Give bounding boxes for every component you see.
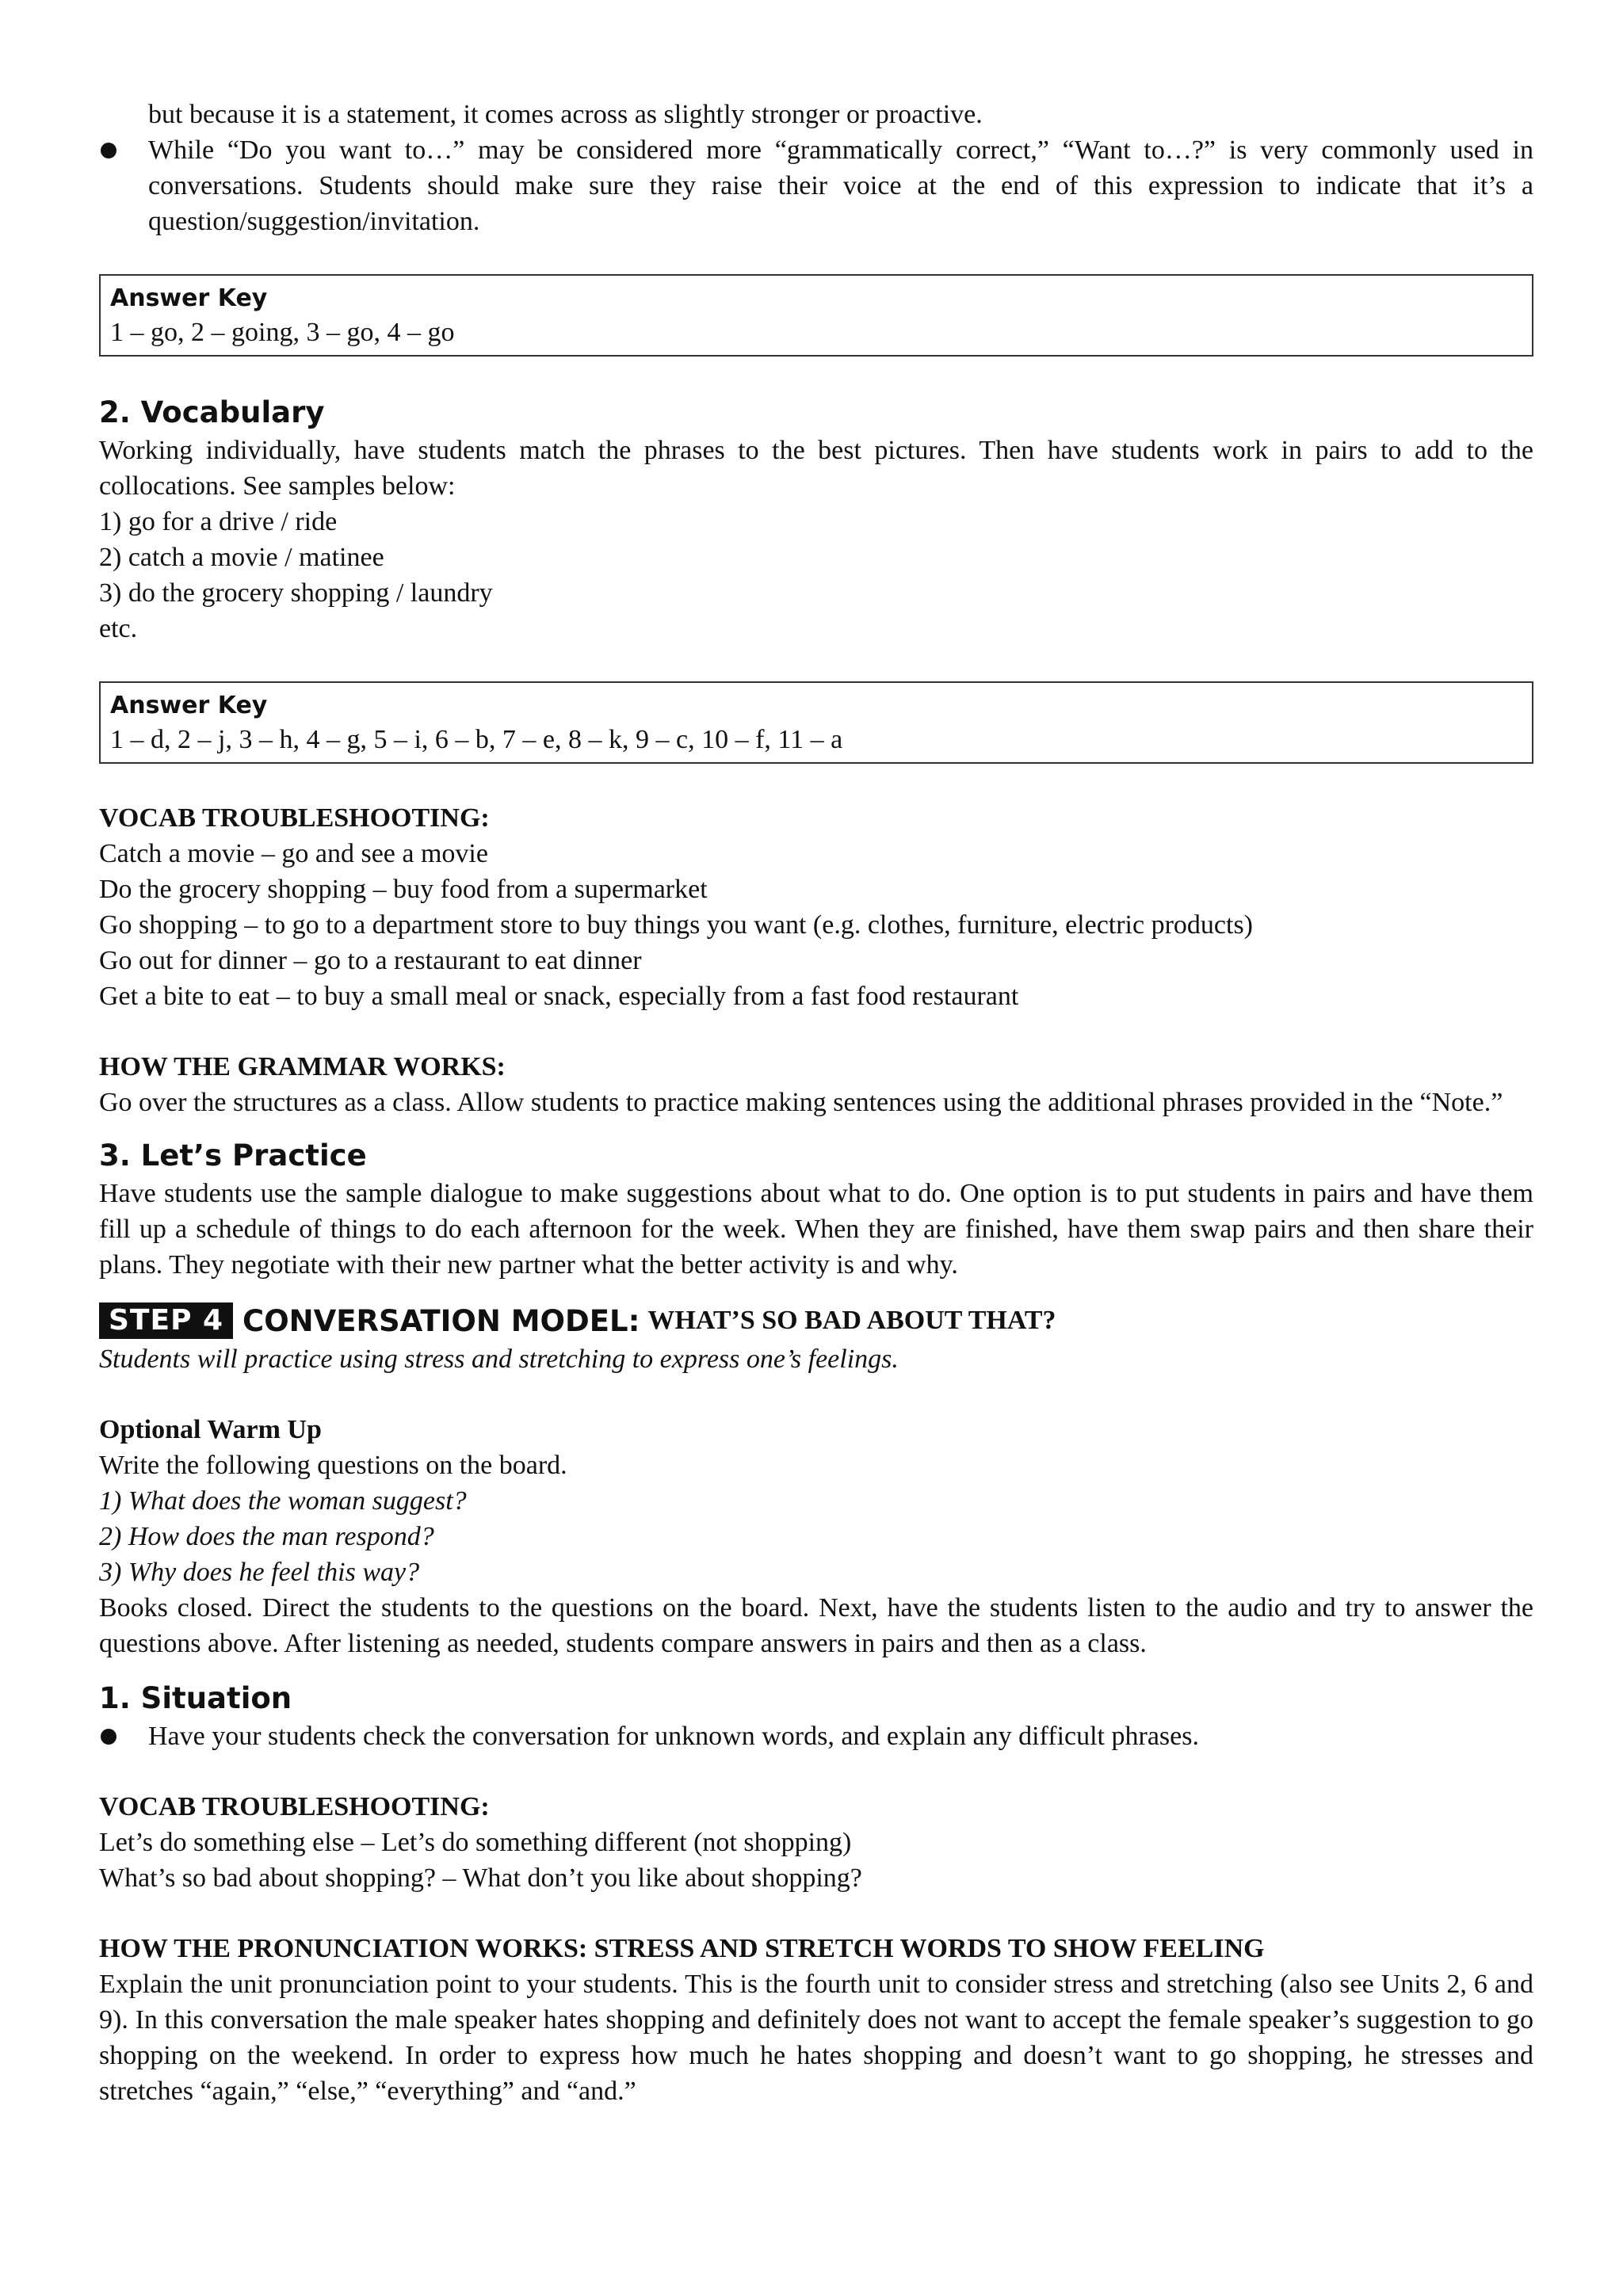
bullet-item [99, 1718, 1533, 1754]
bullet-list-situation [99, 1718, 1533, 1754]
vocab-item: Let’s do something else – Let’s do something different (not shopping) [99, 1828, 852, 1857]
warm-up-question: 2) How does the man respond? [99, 1522, 434, 1551]
vocabulary-sample: etc. [99, 614, 138, 643]
vocab-troubleshooting-heading: VOCAB TROUBLESHOOTING: [99, 803, 490, 833]
section-heading-vocabulary: 2. Vocabulary [99, 395, 325, 429]
step-header [99, 1300, 1533, 1341]
answer-key-text: 1 – go, 2 – going, 3 – go, 4 – go [110, 318, 455, 347]
grammar-heading: HOW THE GRAMMAR WORKS: [99, 1052, 506, 1081]
vocabulary-sample: 2) catch a movie / matinee [99, 543, 384, 572]
vocab-item: Do the grocery shopping – buy food from a supermarket [99, 875, 708, 904]
grammar-text: Go over the structures as a class. Allow students to practice making sentences using the additional phrases provided in the “Note.” [99, 1088, 1503, 1117]
answer-key-box-2 [99, 681, 1533, 764]
bullet-text: While “Do you want to…” may be considered more “grammatically correct,” “Want to…?” is very commonly used in conversations. Students should make sure they raise their voice at the end of this expression to indicate that it’s a question/suggestion/invitation. [148, 135, 1533, 236]
vocab-item: Get a bite to eat – to buy a small meal or snack, especially from a fast food restaurant [99, 982, 1019, 1011]
lets-practice-text: Have students use the sample dialogue to make suggestions about what to do. One option is to put students in pairs and have them fill up a schedule of things to do each afternoon for the week. When they are finished, have them swap pairs and then share their plans. They negotiate with their new partner what the better activity is and why. [99, 1179, 1533, 1280]
vocabulary-sample: 3) do the grocery shopping / laundry [99, 578, 493, 608]
page-content [99, 97, 1533, 2109]
vocab-item: Catch a movie – go and see a movie [99, 839, 488, 868]
vocab-item: Go shopping – to go to a department store to buy things you want (e.g. clothes, furniture, electric products) [99, 910, 1254, 940]
warm-up-heading: Optional Warm Up [99, 1415, 322, 1444]
vocabulary-sample: 1) go for a drive / ride [99, 507, 338, 536]
bullet-continuation: but because it is a statement, it comes across as slightly stronger or proactive. [148, 100, 983, 129]
warm-up-intro: Write the following questions on the board. [99, 1451, 567, 1480]
answer-key-title: Answer Key [110, 692, 268, 719]
warm-up-question: 3) Why does he feel this way? [99, 1558, 420, 1587]
answer-key-box-1 [99, 274, 1533, 357]
bullet-dot-icon [101, 143, 116, 158]
vocab-troubleshooting-heading: VOCAB TROUBLESHOOTING: [99, 1792, 490, 1821]
pronunciation-heading: HOW THE PRONUNCIATION WORKS: STRESS AND STRETCH WORDS TO SHOW FEELING [99, 1934, 1265, 1963]
step-description: Students will practice using stress and stretching to express one’s feelings. [99, 1344, 899, 1374]
answer-key-text: 1 – d, 2 – j, 3 – h, 4 – g, 5 – i, 6 – b, 7 – e, 8 – k, 9 – c, 10 – f, 11 – a [110, 725, 843, 754]
step-badge: STEP 4 [99, 1302, 233, 1339]
answer-key-title: Answer Key [110, 284, 268, 312]
vocabulary-intro: Working individually, have students match the phrases to the best pictures. Then have students work in pairs to add to the collocations. See samples below: [99, 436, 1533, 501]
bullet-dot-icon [101, 1729, 116, 1745]
vocab-item: What’s so bad about shopping? – What don’t you like about shopping? [99, 1863, 862, 1893]
warm-up-text: Books closed. Direct the students to the questions on the board. Next, have the students listen to the audio and try to answer the questions above. After listening as needed, students compare answers in pairs and then as a class. [99, 1593, 1533, 1658]
vocab-item: Go out for dinner – go to a restaurant to eat dinner [99, 946, 642, 975]
step-title: CONVERSATION MODEL: [242, 1303, 640, 1338]
warm-up-question: 1) What does the woman suggest? [99, 1486, 467, 1516]
bullet-item [99, 132, 1533, 239]
bullet-text: Have your students check the conversation for unknown words, and explain any difficult phrases. [148, 1722, 1199, 1751]
step-subtitle: WHAT’S SO BAD ABOUT THAT? [647, 1306, 1056, 1335]
bullet-list-top [99, 132, 1533, 239]
pronunciation-text: Explain the unit pronunciation point to your students. This is the fourth unit to consider stress and stretching (also see Units 2, 6 and 9). In this conversation the male speaker hates shopping and definitely does not want to accept the female speaker’s suggestion to go shopping on the weekend. In order to express how much he hates shopping and doesn’t want to go shopping, he stresses and stretches “again,” “else,” “everything” and “and.” [99, 1970, 1533, 2106]
section-heading-lets-practice: 3. Let’s Practice [99, 1138, 367, 1173]
section-heading-situation: 1. Situation [99, 1681, 292, 1715]
